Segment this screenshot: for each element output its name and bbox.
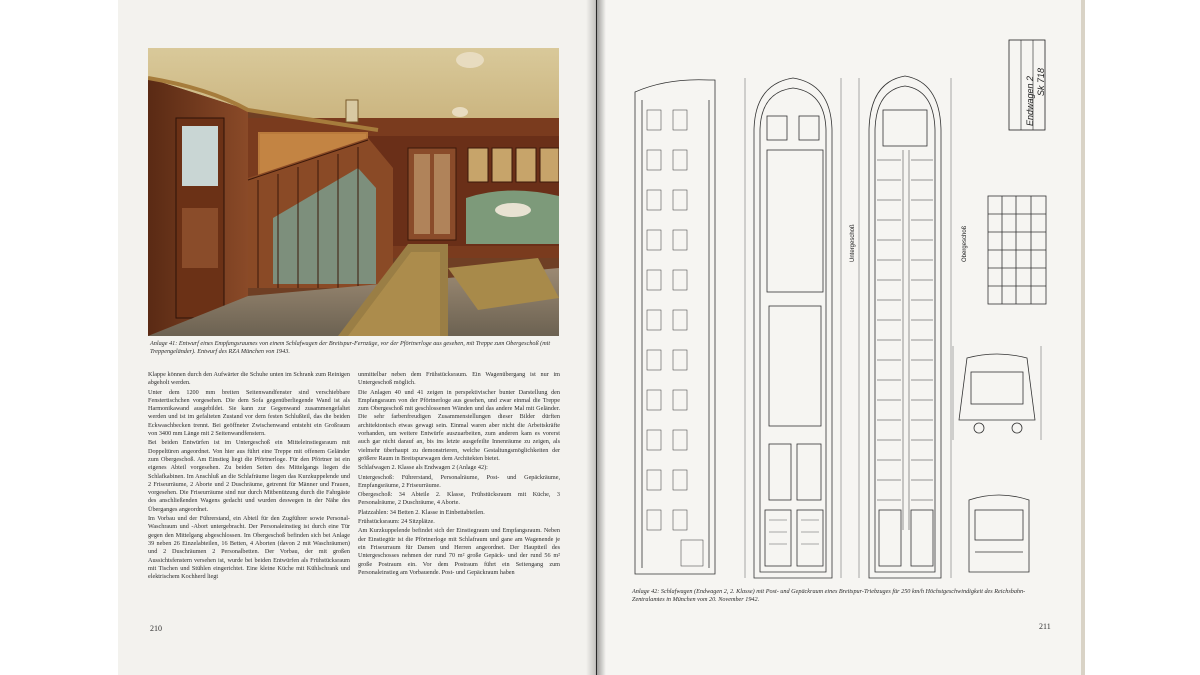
side-elevation xyxy=(635,80,715,574)
paragraph: Am Kurzkuppelende befindet sich der Einstiegraum und Empfangsraum. Neben der Einstiegtür ist die Pförtnerloge mit Schlafraum und gane am Wagenende je ein Friseurraum für Damen und Herren angeordnet. Der Hauptteil des Untergeschosses nehmen der rund 70 m² große Gepäck- und der rund 56 m² große Postraum ein. Vor dem Postraum führt ein Seitengang zum Personaleinstieg am Vorbauende. Post- und Gepäckraum haben xyxy=(358,527,560,576)
cross-section-top xyxy=(953,346,1041,440)
spec-table xyxy=(988,196,1046,304)
interior-illustration xyxy=(148,48,559,336)
paragraph: Bei beiden Entwürfen ist im Untergeschoß ein Mitteleinstiegsraum mit Doppeltüren angeordnet. Von hier aus führt eine Treppe mit offenem Geländer zum Obergeschoß. Am Einstieg liegt die Pförtnerloge. Für den Pförtner ist ein eigenes Abteil vorgesehen. Zu beiden Seiten des Mittelgangs liegen die Schlafkabinen. Im Anschluß an die Schlafräume liegen das Kurzkuppelende und 2 Friseurräume, 2 Aborte und 2 Duschräume, getrennt für Männer und Frauen, vorgesehen. Die Friseurräume sind nur durch Mitbenützung durch die Fahrgäste des anschließenden Wagens gedacht und wurden deswegen in der Nähe des Überganges angeordnet. xyxy=(148,439,350,513)
paragraph: unmittelbar neben dem Frühstücksraum. Ein Wagenübergang ist nur im Untergeschoß möglich. xyxy=(358,371,560,387)
paragraph: Unter dem 1200 mm breiten Seitenwandfenster sind verschiebbare Fenstertischchen vorgesehen. Die dem Sofa gegenüberliegende Wand ist als Harmonikawand ausgebildet. Sie kann zur Gegenwand zusammengefaltet werden und ist im gefalteten Zustand vor dem festen Schlußteil, das die beiden Eckwaschbecken trennt. Bei geöffneter Zwischenwand entsteht ein Großraum von 3400 mm Länge mit 2 Seitenwandfenstern. xyxy=(148,388,350,438)
page-number-right: 211 xyxy=(1039,622,1051,631)
paragraph: Klappe können durch den Aufwärter die Schuhe unten im Schrank zum Reinigen abgeholt werden. xyxy=(148,371,350,387)
paragraph: Frühstücksraum: 24 Sitzplätze. xyxy=(358,518,435,526)
title-block-line2: Sk 718 xyxy=(1036,67,1046,96)
lower-floor-plan xyxy=(745,78,841,578)
paragraph: Obergeschoß: 34 Abteile 2. Klasse, Frühstücksraum mit Küche, 3 Personalräume, 2 Duschräume, 4 Aborte. xyxy=(358,491,560,507)
upper-floor-plan xyxy=(859,76,951,578)
left-figure-caption: Anlage 41: Entwurf eines Empfangsraumes von einem Schlafwagen der Breitspur-Fernzüge, vor der Pförtnerloge aus gesehen, mit Treppe zum Obergeschoß (mit Treppengeländer). Entwurf des RZA München von 1943. xyxy=(150,340,551,356)
cross-section-bottom xyxy=(969,495,1029,572)
right-figure-caption: Anlage 42: Schlafwagen (Endwagen 2, 2. Klasse) mit Post- und Gepäckraum eines Breitspur-Triebzuges für 250 km/h Höchstgeschwindigkeit des Reichsbahn-Zentralamtes in München vom 20. November 1942. xyxy=(632,588,1026,604)
upper-floor-label: Obergeschoß xyxy=(962,225,968,262)
lower-floor-label: Untergeschoß xyxy=(850,224,856,262)
left-text-column-2 xyxy=(358,371,560,578)
paragraph: Im Vorbau und der Führerstand, ein Abteil für den Zugführer sowie Personal-Waschraum und -Abort untergebracht. Der Personaleinstieg ist durch eine Tür gegen den Mittelgang abgeschlossen. Im Obergeschoß befinden sich bei Anlage 39 neben 26 Einzelabteilen, 16 Betten, 4 Aborten (davon 2 mit Waschräumen) und 2 Duschräumen 2 Personalbetten. Der Vorbau, der mit großen Aussichtsfenstern versehen ist, wurde bei beiden Entwürfen als Frühstücksraum mit Tischen und Stühlen eingerichtet. Eine kleine Küche mit Kühlschrank und elektrischem Kochherd liegt xyxy=(148,515,350,581)
paragraph: Platzzahlen: 34 Betten 2. Klasse in Einbettabteilen. xyxy=(358,508,485,516)
paragraph: Schlafwagen 2. Klasse als Endwagen 2 (Anlage 42): xyxy=(358,464,488,472)
paragraph: Die Anlagen 40 und 41 zeigen in perspektivischer bunter Darstellung den Empfangsraum von der Pförtnerloge aus gesehen, und zwar einmal die Treppe zum Obergeschoß mit geschlossenen Wänden und das andere Mal mit Geländer. Die sehr farbenfreudigen Zusammenstellungen dieser Bilder dürften architektonisch etwas gewagt sein. Einmal waren aber nicht die Arbeitskräfte vorhanden, um weitere Entwürfe auszuarbeiten, zum anderen kam es vorerst auch gar nicht darauf an, bis ins letzte ausgefeilte Innenräume zu zeigen, als vielmehr überhaupt zu demonstrieren, welche Gestaltungsmöglichkeiten der größere Raum in Breitspurwagen dem Architekten bietet. xyxy=(358,388,560,462)
railcar-plan-drawing xyxy=(597,0,1081,600)
page-edge xyxy=(1081,0,1085,675)
interior-drawing xyxy=(148,48,559,336)
left-text-column-1 xyxy=(148,371,350,582)
page-number-left: 210 xyxy=(150,624,162,633)
title-block-line1: Endwagen 2 xyxy=(1025,75,1035,126)
paragraph: Untergeschoß: Führerstand, Personalräume, Post- und Gepäckräume, Empfangsräume, 2 Friseurräume. xyxy=(358,473,560,489)
